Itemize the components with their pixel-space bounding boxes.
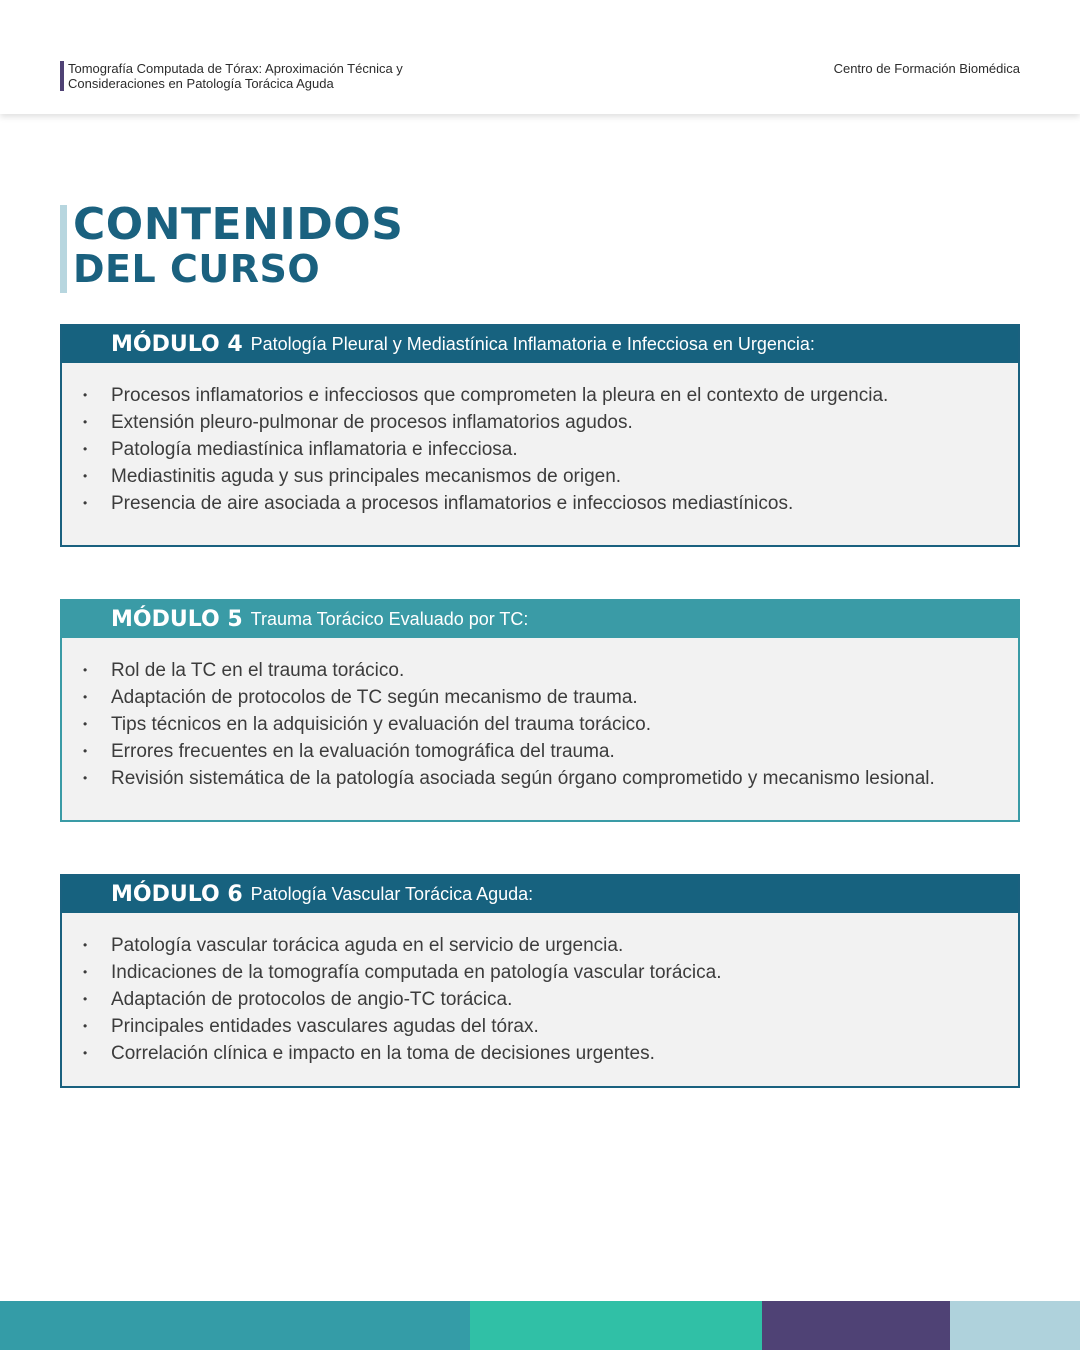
list-item: • Principales entidades vasculares agudas del tórax. bbox=[111, 1013, 1018, 1040]
module-6-topic-list bbox=[62, 913, 1018, 1067]
module-5-header bbox=[62, 601, 1018, 638]
module-5-number: MÓDULO 5 bbox=[111, 607, 243, 632]
module-6-name: Patología Vascular Torácica Aguda: bbox=[250, 884, 534, 904]
page-header bbox=[0, 0, 1080, 114]
list-item: • Errores frecuentes en la evaluación tomográfica del trauma. bbox=[111, 738, 1018, 765]
section-title-line2: DEL CURSO bbox=[73, 247, 321, 291]
list-item: • Indicaciones de la tomografía computada en patología vascular torácica. bbox=[111, 959, 1018, 986]
module-5-topic-list bbox=[62, 638, 1018, 792]
section-title bbox=[60, 199, 404, 293]
list-item: • Patología vascular torácica aguda en el servicio de urgencia. bbox=[111, 932, 1018, 959]
list-item: • Patología mediastínica inflamatoria e infecciosa. bbox=[111, 436, 1018, 463]
course-title-line2: Consideraciones en Patología Torácica Aguda bbox=[68, 76, 334, 91]
module-4-box bbox=[60, 324, 1020, 547]
list-item: • Correlación clínica e impacto en la toma de decisiones urgentes. bbox=[111, 1040, 1018, 1067]
module-6-box bbox=[60, 874, 1020, 1088]
list-item: • Tips técnicos en la adquisición y evaluación del trauma torácico. bbox=[111, 711, 1018, 738]
list-item: • Mediastinitis aguda y sus principales mecanismos de origen. bbox=[111, 463, 1018, 490]
list-item: • Extensión pleuro-pulmonar de procesos inflamatorios agudos. bbox=[111, 409, 1018, 436]
course-title bbox=[60, 61, 403, 91]
footer-segment-purple bbox=[762, 1301, 950, 1350]
list-item: • Adaptación de protocolos de TC según mecanismo de trauma. bbox=[111, 684, 1018, 711]
module-4-name: Patología Pleural y Mediastínica Inflamatoria e Infecciosa en Urgencia: bbox=[250, 334, 815, 354]
course-title-line1: Tomografía Computada de Tórax: Aproximación Técnica y bbox=[68, 61, 403, 76]
footer-segment-teal bbox=[0, 1301, 470, 1350]
list-item: • Rol de la TC en el trauma torácico. bbox=[111, 657, 1018, 684]
section-title-line1: CONTENIDOS bbox=[73, 199, 404, 250]
footer-segment-green bbox=[470, 1301, 762, 1350]
list-item: • Revisión sistemática de la patología asociada según órgano comprometido y mecanismo lesional. bbox=[111, 765, 1018, 792]
organization-name: Centro de Formación Biomédica bbox=[833, 61, 1020, 76]
list-item: • Presencia de aire asociada a procesos inflamatorios e infecciosos mediastínicos. bbox=[111, 490, 1018, 517]
footer-segment-light-blue bbox=[950, 1301, 1080, 1350]
module-4-number: MÓDULO 4 bbox=[111, 332, 243, 357]
module-6-header bbox=[62, 876, 1018, 913]
footer-color-bar bbox=[0, 1301, 1080, 1350]
module-4-header bbox=[62, 326, 1018, 363]
list-item: • Procesos inflamatorios e infecciosos que comprometen la pleura en el contexto de urgencia. bbox=[111, 382, 1018, 409]
module-5-name: Trauma Torácico Evaluado por TC: bbox=[250, 609, 529, 629]
module-5-box bbox=[60, 599, 1020, 822]
list-item: • Adaptación de protocolos de angio-TC torácica. bbox=[111, 986, 1018, 1013]
module-6-number: MÓDULO 6 bbox=[111, 882, 243, 907]
module-4-topic-list bbox=[62, 363, 1018, 517]
